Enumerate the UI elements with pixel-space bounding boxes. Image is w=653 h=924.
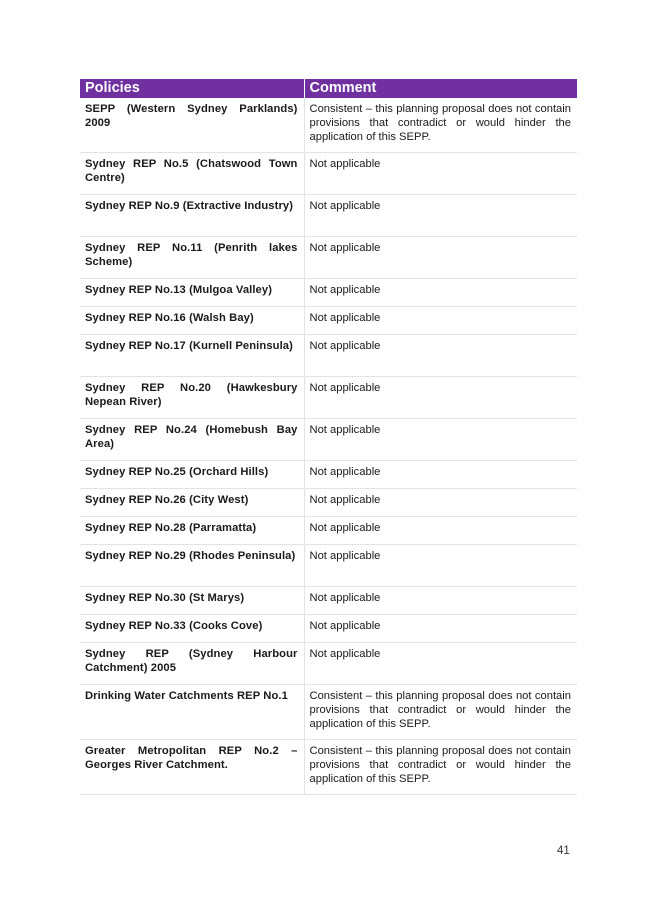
- policies-table: [80, 79, 577, 795]
- table-row: [80, 489, 577, 517]
- comment-cell: Not applicable: [304, 587, 577, 615]
- comment-cell: Not applicable: [304, 517, 577, 545]
- policy-cell: Sydney REP No.30 (St Marys): [80, 587, 304, 615]
- comment-cell: Not applicable: [304, 489, 577, 517]
- table-row: [80, 153, 577, 195]
- table-header-row: [80, 79, 577, 98]
- table-row: [80, 98, 577, 153]
- policy-cell: Sydney REP No.26 (City West): [80, 489, 304, 517]
- policy-cell: Sydney REP No.25 (Orchard Hills): [80, 461, 304, 489]
- comment-cell: Not applicable: [304, 153, 577, 195]
- policy-cell: Sydney REP No.13 (Mulgoa Valley): [80, 279, 304, 307]
- comment-cell: Not applicable: [304, 335, 577, 377]
- policy-cell: Sydney REP No.24 (Homebush Bay Area): [80, 419, 304, 461]
- table-row: [80, 419, 577, 461]
- comment-cell: Not applicable: [304, 237, 577, 279]
- comment-cell: Not applicable: [304, 461, 577, 489]
- policy-cell: SEPP (Western Sydney Parklands) 2009: [80, 98, 304, 153]
- policy-cell: Sydney REP No.16 (Walsh Bay): [80, 307, 304, 335]
- table-row: [80, 279, 577, 307]
- comment-cell: Not applicable: [304, 545, 577, 587]
- policy-cell: Sydney REP No.20 (Hawkesbury Nepean River): [80, 377, 304, 419]
- comment-cell: Consistent – this planning proposal does not contain provisions that contradict or would hinder the application of this SEPP.: [304, 740, 577, 795]
- table-row: [80, 377, 577, 419]
- policy-cell: Greater Metropolitan REP No.2 – Georges River Catchment.: [80, 740, 304, 795]
- table-row: [80, 517, 577, 545]
- table-row: [80, 307, 577, 335]
- table-row: [80, 461, 577, 489]
- policy-cell: Sydney REP No.11 (Penrith lakes Scheme): [80, 237, 304, 279]
- table-row: [80, 685, 577, 740]
- policy-cell: Sydney REP No.29 (Rhodes Peninsula): [80, 545, 304, 587]
- table-row: [80, 740, 577, 795]
- comment-cell: Not applicable: [304, 307, 577, 335]
- policy-cell: Drinking Water Catchments REP No.1: [80, 685, 304, 740]
- table-row: [80, 643, 577, 685]
- table-row: [80, 545, 577, 587]
- policy-cell: Sydney REP No.33 (Cooks Cove): [80, 615, 304, 643]
- policy-cell: Sydney REP No.5 (Chatswood Town Centre): [80, 153, 304, 195]
- comment-cell: Not applicable: [304, 195, 577, 237]
- comment-cell: Not applicable: [304, 615, 577, 643]
- table-row: [80, 195, 577, 237]
- policy-cell: Sydney REP No.28 (Parramatta): [80, 517, 304, 545]
- comment-cell: Not applicable: [304, 643, 577, 685]
- comment-cell: Consistent – this planning proposal does not contain provisions that contradict or would hinder the application of this SEPP.: [304, 98, 577, 153]
- page-number: 41: [557, 845, 570, 857]
- table-row: [80, 587, 577, 615]
- policy-cell: Sydney REP No.9 (Extractive Industry): [80, 195, 304, 237]
- table-row: [80, 237, 577, 279]
- comment-cell: Not applicable: [304, 377, 577, 419]
- table-row: [80, 335, 577, 377]
- comment-cell: Not applicable: [304, 279, 577, 307]
- table-row: [80, 615, 577, 643]
- column-header-policies: Policies: [80, 79, 304, 98]
- comment-cell: Consistent – this planning proposal does not contain provisions that contradict or would hinder the application of this SEPP.: [304, 685, 577, 740]
- comment-cell: Not applicable: [304, 419, 577, 461]
- column-header-comment: Comment: [304, 79, 577, 98]
- policy-cell: Sydney REP (Sydney Harbour Catchment) 2005: [80, 643, 304, 685]
- policy-cell: Sydney REP No.17 (Kurnell Peninsula): [80, 335, 304, 377]
